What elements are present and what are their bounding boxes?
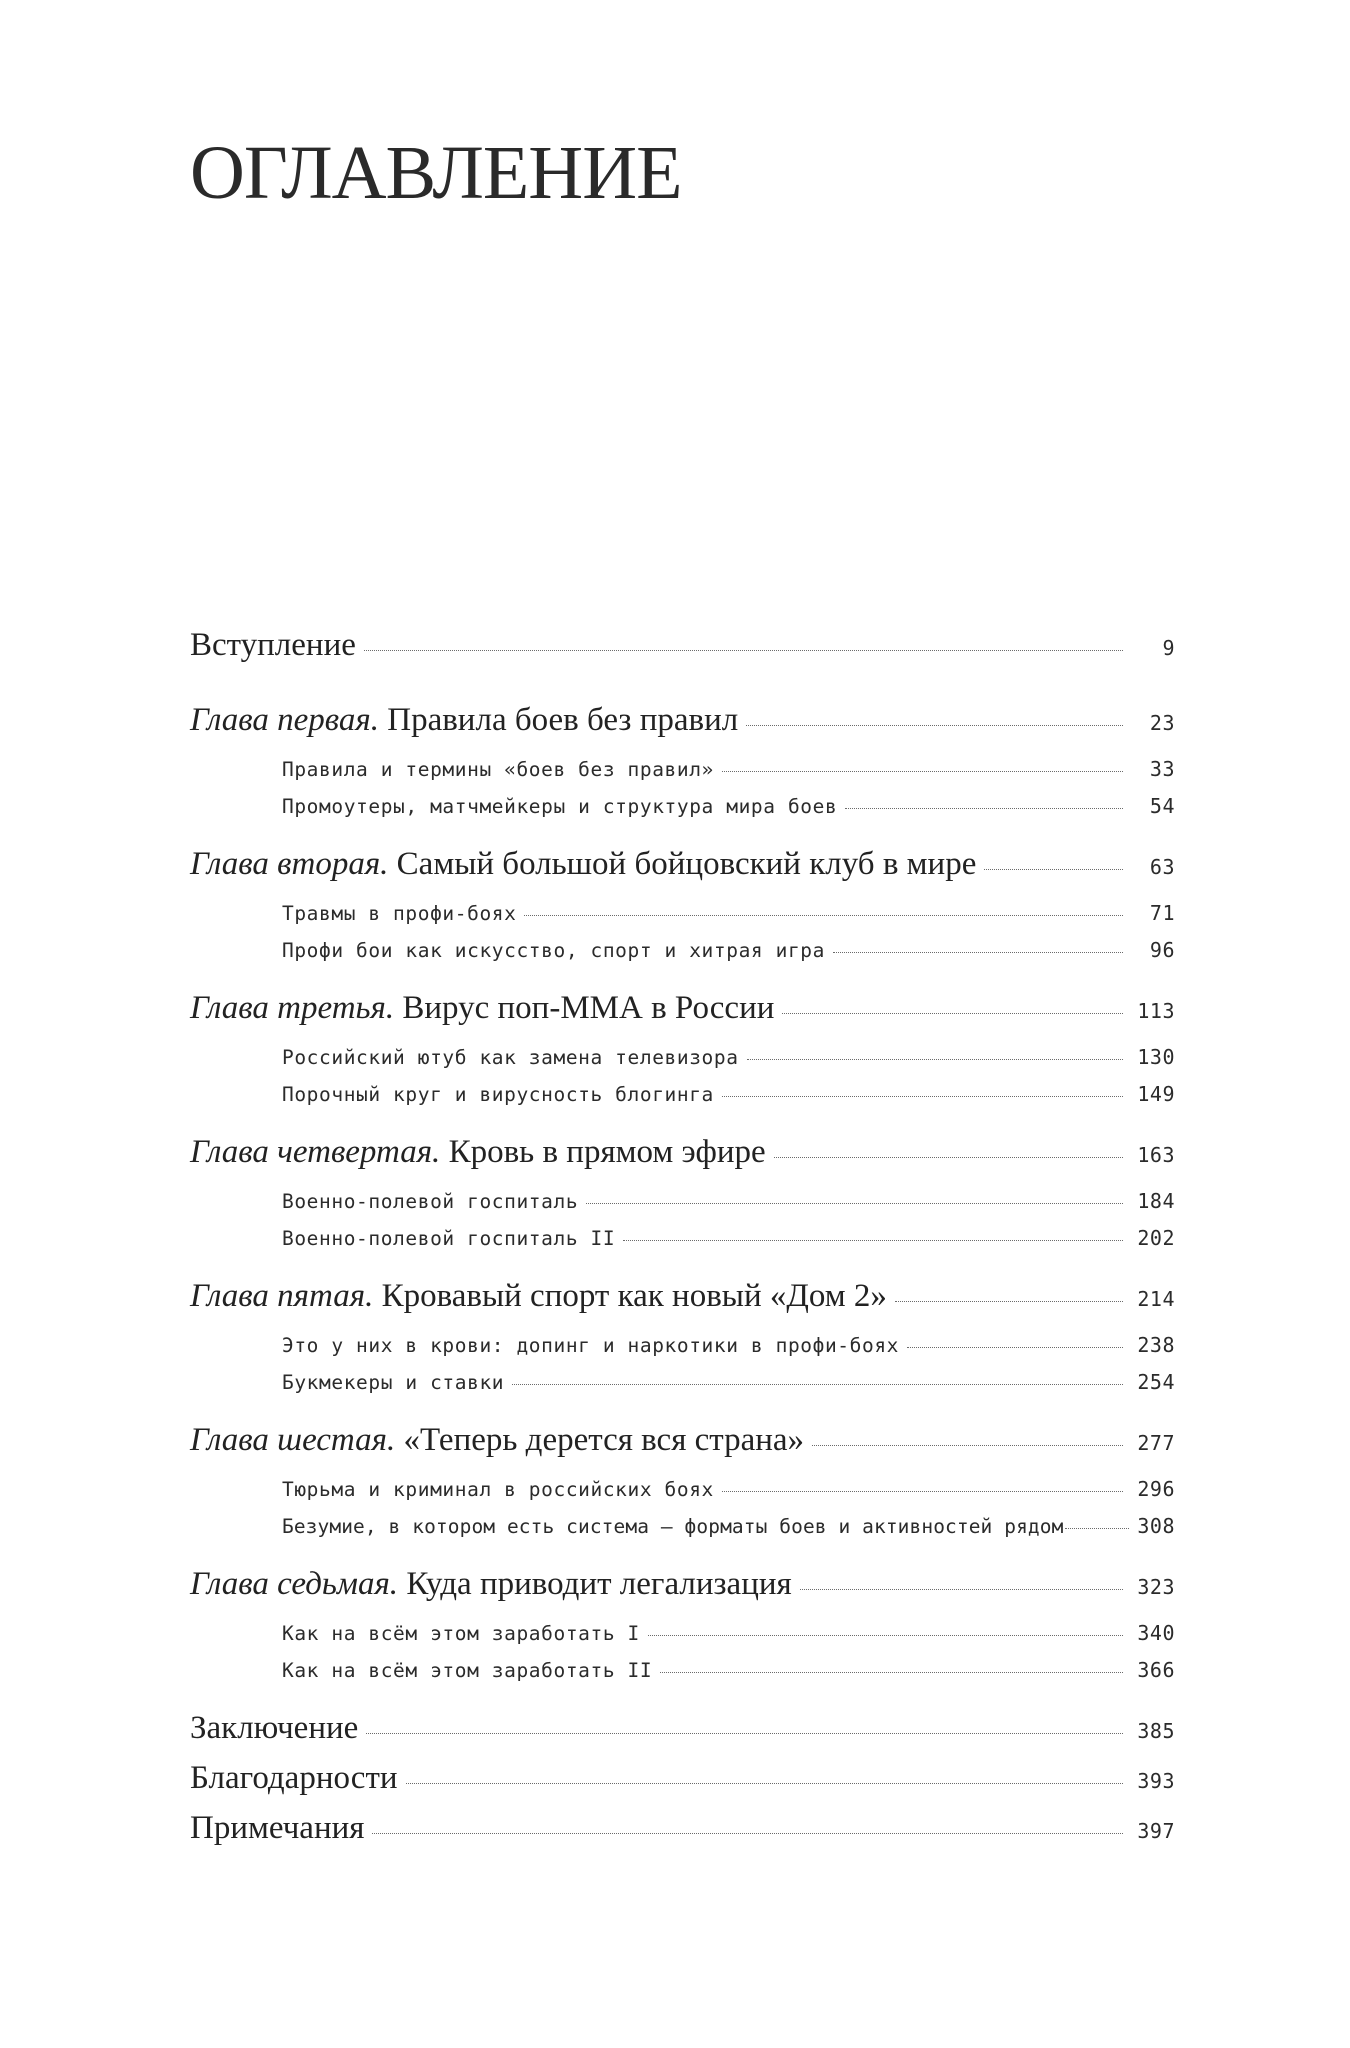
toc-page-number: 340 [1137,1621,1175,1645]
section-title: Военно-полевой госпиталь II [282,1227,616,1250]
dot-leader [1065,1528,1129,1529]
section-title: Российский ютуб как замена телевизора [282,1046,739,1069]
dot-leader [524,915,1123,916]
toc-page-number: 113 [1137,999,1175,1023]
toc-page-number: 130 [1137,1045,1175,1069]
chapter-title: Кровь в прямом эфире [448,1134,766,1170]
section-title: Это у них в крови: допинг и наркотики в профи-боях [282,1334,899,1357]
chapter-number: Глава вторая. [190,846,389,882]
dot-leader [845,808,1123,809]
toc-section[interactable] [282,1514,1175,1538]
dot-leader [833,952,1123,953]
dot-leader [623,1240,1123,1241]
page-title: ОГЛАВЛЕНИЕ [190,131,682,215]
toc-entry-intro[interactable] [190,627,1175,664]
toc-page-number: 296 [1137,1477,1175,1501]
section-title: Травмы в профи-боях [282,902,517,925]
toc-section[interactable] [282,1189,1175,1213]
chapter-title: Кровавый спорт как новый «Дом 2» [381,1278,887,1314]
toc-entry-label: Примечания [190,1810,365,1846]
section-title: Порочный круг и вирусность блогинга [282,1083,714,1106]
chapter-title: Самый большой бойцовский клуб в мире [396,846,977,882]
toc-page-number: 238 [1137,1333,1175,1357]
dot-leader [774,1157,1123,1158]
dot-leader [366,1733,1123,1734]
dot-leader [812,1445,1123,1446]
section-title: Военно-полевой госпиталь [282,1190,579,1213]
toc-page-number: 308 [1137,1514,1175,1538]
dot-leader [406,1783,1123,1784]
toc-chapter-2[interactable] [190,846,1175,883]
toc-page-number: 254 [1137,1370,1175,1394]
toc-page-number: 163 [1137,1143,1175,1167]
section-title: Как на всём этом заработать I [282,1622,640,1645]
section-title: Безумие, в котором есть система – форматы боев и активностей рядом [282,1515,1064,1538]
toc-section[interactable] [282,1621,1175,1645]
dot-leader [782,1013,1123,1014]
chapter-number: Глава четвертая. [190,1134,441,1170]
toc-page-number: 9 [1162,636,1175,660]
toc-page-number: 184 [1137,1189,1175,1213]
dot-leader [722,771,1123,772]
toc-section[interactable] [282,1370,1175,1394]
section-title: Промоутеры, матчмейкеры и структура мира боев [282,795,838,818]
dot-leader [800,1589,1123,1590]
toc-page-number: 385 [1137,1719,1175,1743]
toc-page-number: 23 [1149,711,1175,735]
dot-leader [895,1301,1123,1302]
chapter-number: Глава первая. [190,702,379,738]
toc-page-number: 202 [1137,1226,1175,1250]
dot-leader [512,1384,1123,1385]
chapter-title: Правила боев без правил [387,702,739,738]
toc-entry-acknowledgements[interactable] [190,1760,1175,1797]
toc-chapter-1[interactable] [190,702,1175,739]
chapter-title: Вирус поп-ММА в России [402,990,775,1026]
toc-entry-label: Вступление [190,627,356,663]
dot-leader [984,869,1123,870]
toc-section[interactable] [282,1477,1175,1501]
toc-page-number: 149 [1137,1082,1175,1106]
toc-chapter-6[interactable] [190,1422,1175,1459]
dot-leader [648,1635,1123,1636]
dot-leader [907,1347,1123,1348]
toc-chapter-3[interactable] [190,990,1175,1027]
section-title: Букмекеры и ставки [282,1371,505,1394]
toc-page-number: 96 [1149,938,1175,962]
toc-section[interactable] [282,1658,1175,1682]
toc-entry-label: Заключение [190,1710,359,1746]
chapter-number: Глава шестая. [190,1422,396,1458]
toc-page-number: 71 [1149,901,1175,925]
toc-page-number: 277 [1137,1431,1175,1455]
toc-page-number: 214 [1137,1287,1175,1311]
toc-page-number: 323 [1137,1575,1175,1599]
chapter-number: Глава третья. [190,990,395,1026]
toc-section[interactable] [282,757,1175,781]
toc-section[interactable] [282,1082,1175,1106]
section-title: Тюрьма и криминал в российских боях [282,1478,714,1501]
toc-page-number: 397 [1137,1819,1175,1843]
toc-page-number: 54 [1149,794,1175,818]
toc-section[interactable] [282,1045,1175,1069]
section-title: Правила и термины «боев без правил» [282,758,714,781]
toc-entry-conclusion[interactable] [190,1710,1175,1747]
toc-page-number: 33 [1149,757,1175,781]
toc-section[interactable] [282,938,1175,962]
toc-page-number: 63 [1149,855,1175,879]
dot-leader [722,1491,1123,1492]
toc-chapter-5[interactable] [190,1278,1175,1315]
toc-chapter-7[interactable] [190,1566,1175,1603]
toc-section[interactable] [282,1333,1175,1357]
toc-entry-label: Благодарности [190,1760,398,1796]
dot-leader [722,1096,1123,1097]
toc-page-number: 393 [1137,1769,1175,1793]
toc-section[interactable] [282,901,1175,925]
chapter-number: Глава пятая. [190,1278,374,1314]
chapter-title: «Теперь дерется вся страна» [403,1422,805,1458]
toc-page-number: 366 [1137,1658,1175,1682]
section-title: Профи бои как искусство, спорт и хитрая игра [282,939,825,962]
toc-section[interactable] [282,794,1175,818]
dot-leader [586,1203,1123,1204]
dot-leader [746,725,1123,726]
toc-chapter-4[interactable] [190,1134,1175,1171]
dot-leader [372,1833,1123,1834]
section-title: Как на всём этом заработать II [282,1659,653,1682]
chapter-title: Куда приводит легализация [406,1566,792,1602]
dot-leader [660,1672,1123,1673]
toc-section[interactable] [282,1226,1175,1250]
toc-entry-notes[interactable] [190,1810,1175,1847]
chapter-number: Глава седьмая. [190,1566,399,1602]
dot-leader [364,650,1123,651]
dot-leader [747,1059,1123,1060]
